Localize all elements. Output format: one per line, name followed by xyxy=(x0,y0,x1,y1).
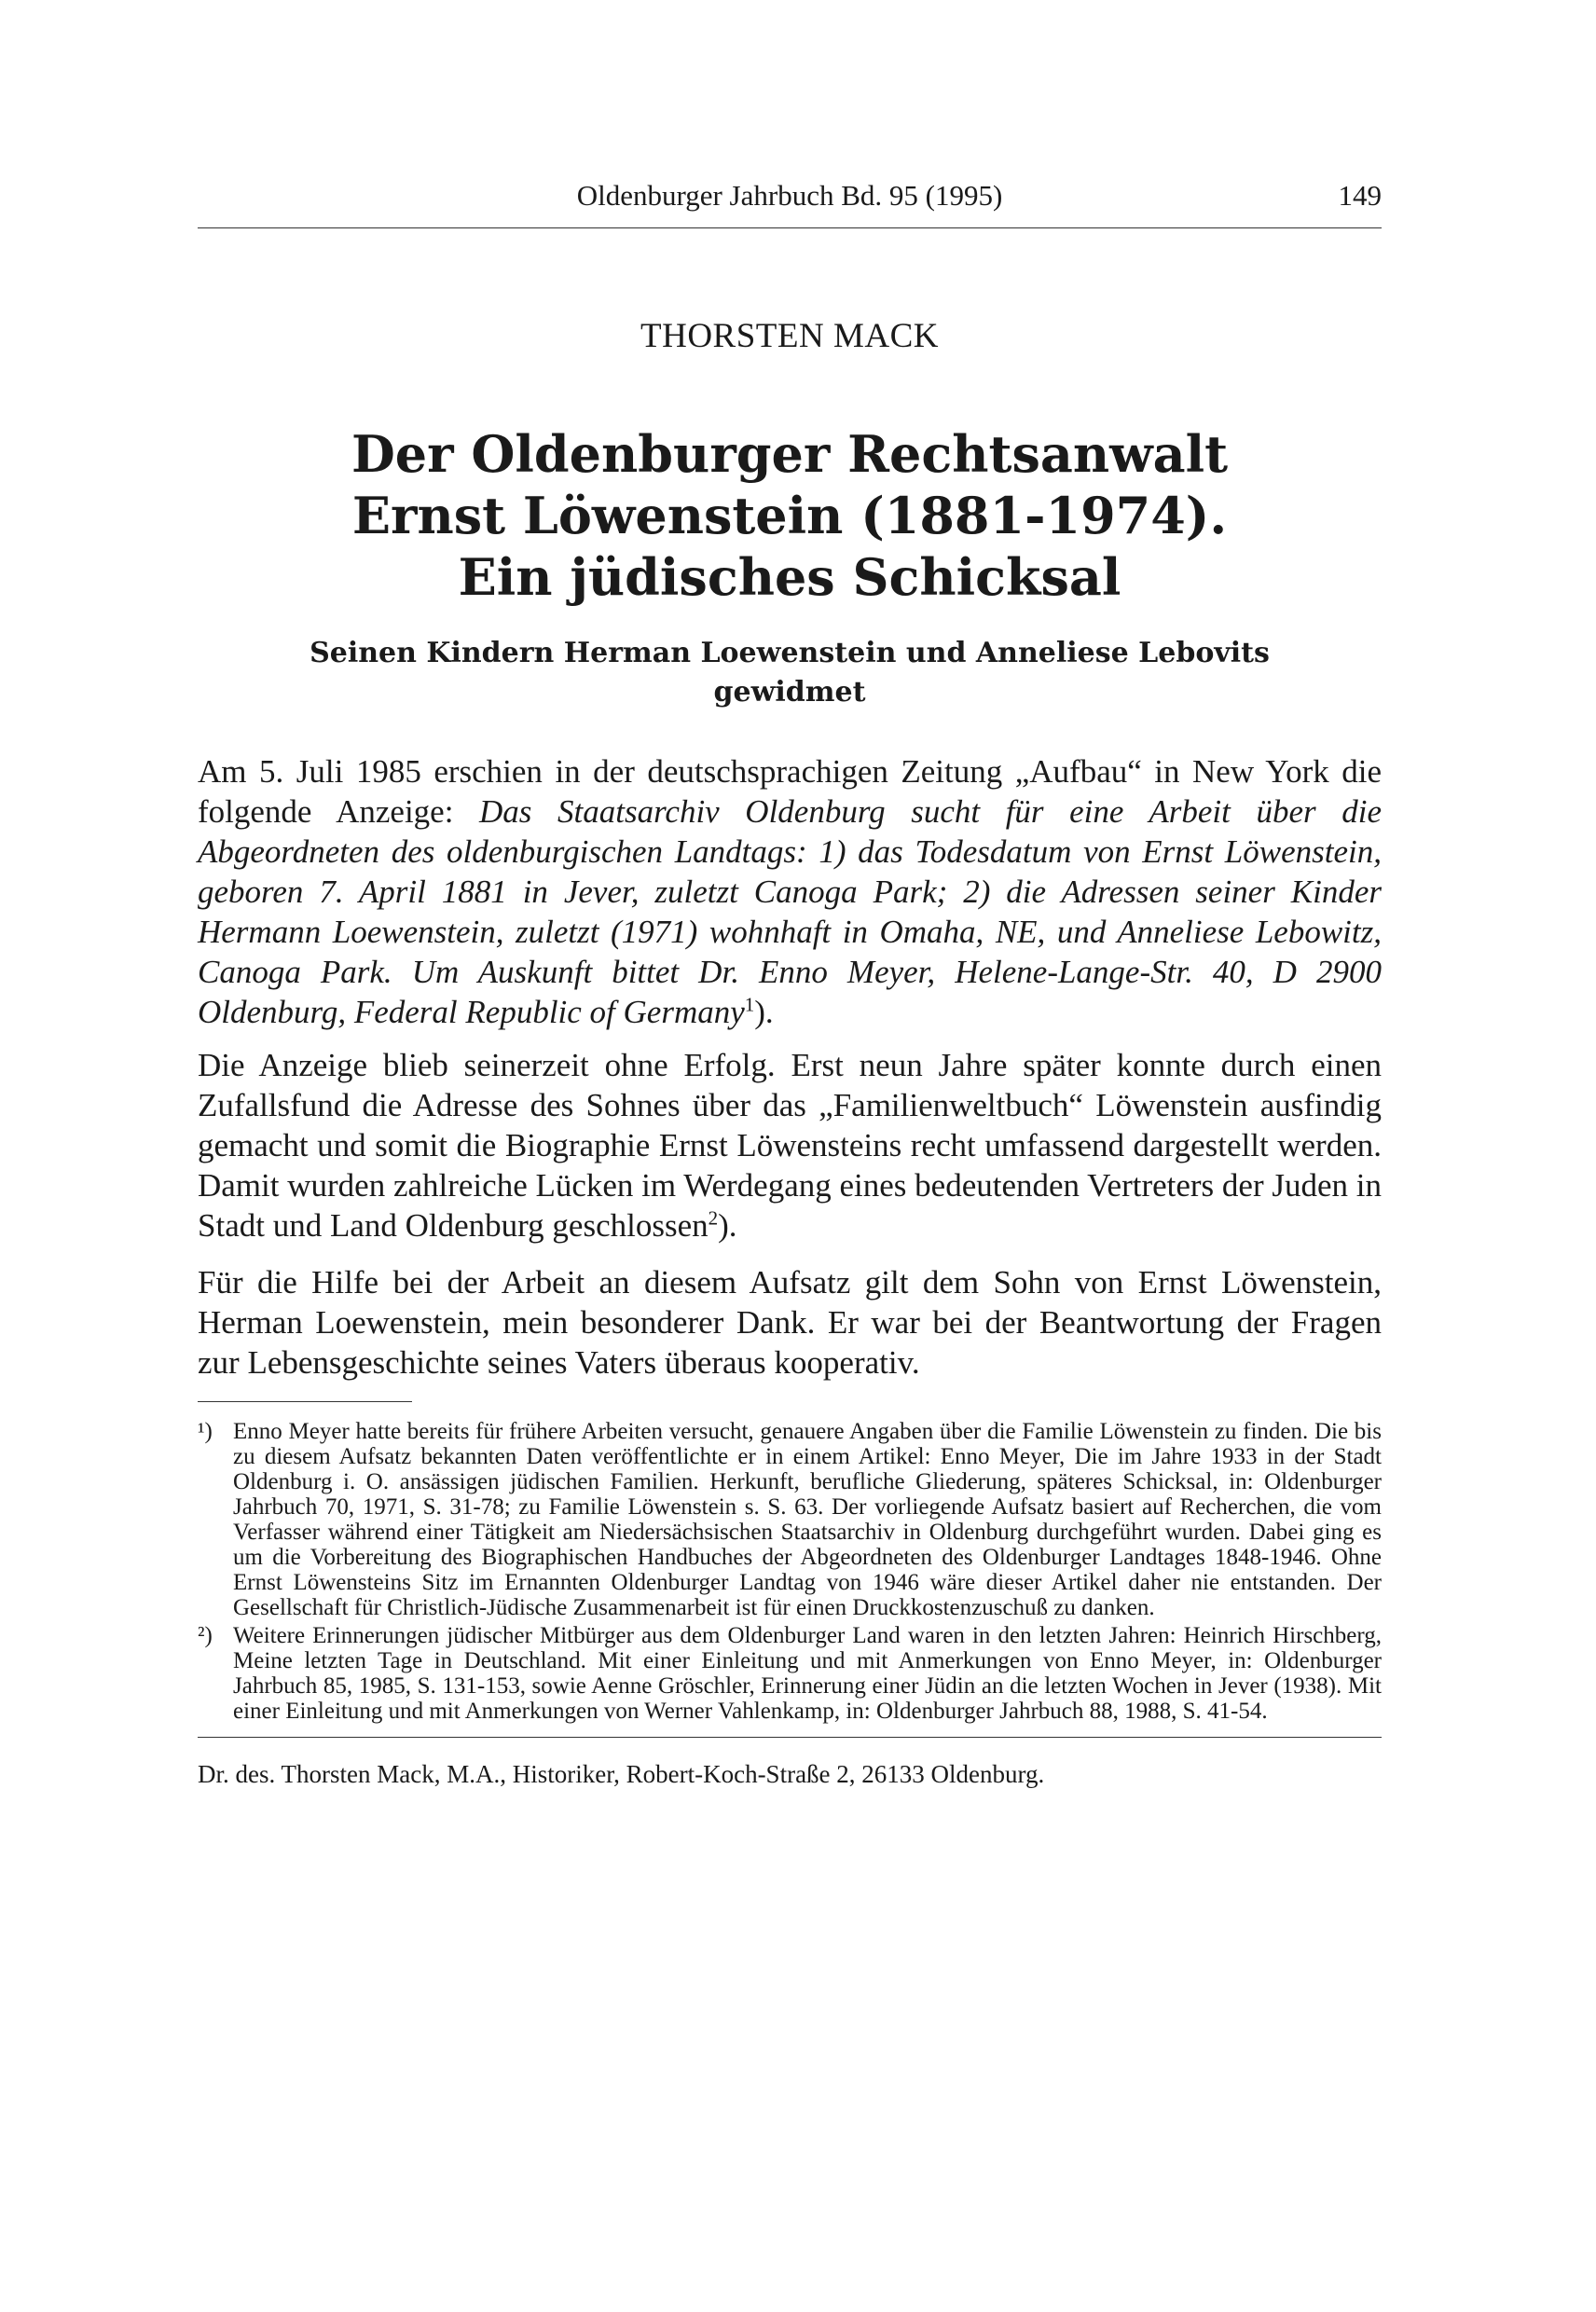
paragraph-intro: Am 5. Juli 1985 erschien in der deutschsprachigen Zeitung „Aufbau“ in New York die folgende Anzeige: xyxy=(198,753,1382,830)
dedication xyxy=(198,634,1382,712)
footnote-ref-2[interactable]: 2 xyxy=(708,1206,719,1230)
paragraph-text: Die Anzeige blieb seinerzeit ohne Erfolg. Erst neun Jahre später konnte durch einen Zufallsfund die Adresse des Sohnes über das „Familienweltbuch“ Löwenstein ausfindig gemacht und somit die Biographie Ernst Löwensteins recht umfassend dargestellt werden. Damit wurden zahlreiche Lücken im Werdegang eines bedeutenden Vertreters der Juden in Stadt und Land Oldenburg geschlossen xyxy=(198,1047,1382,1244)
bottom-rule xyxy=(198,1737,1382,1738)
page-number: 149 xyxy=(1338,179,1382,212)
footnote-1 xyxy=(198,1419,1382,1620)
title-line: Ein jüdisches Schicksal xyxy=(458,547,1121,607)
header-rule xyxy=(198,227,1382,228)
title-line: Ernst Löwenstein (1881-1974). xyxy=(351,486,1228,545)
paragraph-ending: ). xyxy=(718,1207,737,1244)
author-name: THORSTEN MACK xyxy=(640,317,939,355)
journal-title: Oldenburger Jahrbuch Bd. 95 (1995) xyxy=(576,179,1003,212)
paragraph-advertisement xyxy=(198,751,1382,1032)
dedication-line: gewidmet xyxy=(713,676,866,709)
footnote-text: Enno Meyer hatte bereits für frühere Arbeiten versucht, genauere Angaben über die Familie Löwenstein zu finden. Die bis zu diesem Aufsatz bekannten Daten veröffentlichte er in einem Artikel: Enno Meyer, Die im Jahre 1933 in der Stadt Oldenburg i. O. ansässigen jüdischen Familien. Herkunft, berufliche Gliederung, späteres Schicksal, in: Oldenburger Jahrbuch 70, 1971, S. 31-78; zu Familie Löwenstein s. S. 63. Der vorliegende Aufsatz basiert auf Recherchen, die vom Verfasser während einer Tätigkeit am Niedersächsischen Staatsarchiv in Oldenburg durchgeführt wurden. Dabei ging es um die Vorbereitung des Biographischen Handbuches der Abgeordneten des Oldenburger Landtages 1848-1946. Ohne Ernst Löwensteins Sitz im Ernannten Oldenburger Landtag von 1946 wäre dieser Artikel daher nie entstanden. Der Gesellschaft für Christlich-Jüdische Zusammenarbeit ist für einen Druckkostenzuschuß zu danken. xyxy=(233,1419,1382,1620)
paragraph-acknowledgement: Für die Hilfe bei der Arbeit an diesem Aufsatz gilt dem Sohn von Ernst Löwenstein, Herman Loewenstein, mein besonderer Dank. Er war bei der Beantwortung der Fragen zur Lebensgeschichte seines Vaters überaus kooperativ. xyxy=(198,1264,1382,1381)
paragraph-search xyxy=(198,1045,1382,1245)
footnote-marker: ¹) xyxy=(198,1419,213,1444)
author-affiliation: Dr. des. Thorsten Mack, M.A., Historiker, Robert-Koch-Straße 2, 26133 Oldenburg. xyxy=(198,1760,1045,1788)
footnotes xyxy=(198,1419,1382,1724)
title-line: Der Oldenburger Rechtsanwalt xyxy=(351,424,1229,484)
dedication-line: Seinen Kindern Herman Loewenstein und Anneliese Lebovits xyxy=(310,637,1270,669)
footnote-marker: ²) xyxy=(198,1623,213,1648)
footnote-rule xyxy=(198,1401,412,1402)
article-page xyxy=(198,175,1382,1789)
footnote-2 xyxy=(198,1623,1382,1724)
article-body xyxy=(198,751,1382,1383)
paragraph-ending: ). xyxy=(754,994,774,1030)
footnote-text: Weitere Erinnerungen jüdischer Mitbürger aus dem Oldenburger Land waren in den letzten Jahren: Heinrich Hirschberg, Meine letzten Tage in Deutschland. Mit einer Einleitung und mit Anmerkungen von Enno Meyer, in: Oldenburger Jahrbuch 85, 1985, S. 131-153, sowie Aenne Gröschler, Erinnerung einer Jüdin an die letzten Wochen in Jever (1938). Mit einer Einleitung und mit Anmerkungen von Werner Vahlenkamp, in: Oldenburger Jahrbuch 88, 1988, S. 41-54. xyxy=(233,1623,1382,1724)
running-head xyxy=(198,175,1382,220)
article-title xyxy=(198,423,1382,608)
footnote-ref-1[interactable]: 1 xyxy=(744,993,755,1016)
advertisement-text: Das Staatsarchiv Oldenburg sucht für eine Arbeit über die Abgeordneten des oldenburgischen Landtags: 1) das Todesdatum von Ernst Löwenstein, geboren 7. April 1881 in Jever, zuletzt Canoga Park; 2) die Adressen seiner Kinder Hermann Loewenstein, zuletzt (1971) wohnhaft in Omaha, NE, und Anneliese Lebowitz, Canoga Park. Um Auskunft bittet Dr. Enno Meyer, Helene-Lange-Str. 40, D 2900 Oldenburg, Federal Republic of Germany xyxy=(198,793,1382,1030)
